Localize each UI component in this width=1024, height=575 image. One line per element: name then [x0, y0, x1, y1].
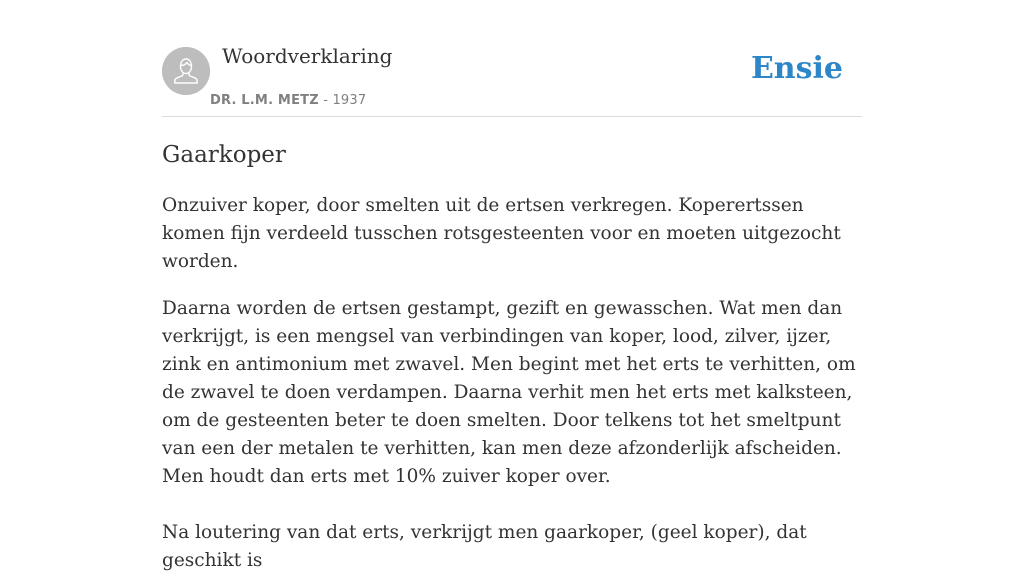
- source-header: [162, 0, 862, 117]
- source-title[interactable]: Woordverklaring: [222, 44, 393, 68]
- source-separator: -: [323, 93, 329, 108]
- source-meta: [210, 93, 366, 108]
- brand-logo[interactable]: Ensie: [750, 51, 843, 86]
- article-content: [162, 138, 862, 575]
- paragraph-1: Onzuiver koper, door smelten uit de ertsen verkregen. Koperertssen komen fijn verdeeld tusschen rotsgesteenten voor en moeten uitgezocht worden.: [162, 195, 841, 272]
- entry-title: Gaarkoper: [162, 142, 286, 168]
- user-avatar-icon: [162, 47, 210, 95]
- paragraph-2: Daarna worden de ertsen gestampt, gezift en gewasschen. Wat men dan verkrijgt, is een mengsel van verbindingen van koper, lood, zilver, ijzer, zink en antimonium met zwavel. Men begint met het erts te verhitten, om de zwavel te doen verdampen. Daarna verhit men het erts met kalksteen, om de gesteenten beter te doen smelten. Door telkens tot het smeltpunt van een der metalen te verhitten, kan men deze afzonderlijk afscheiden. Men houdt dan erts met 10% zuiver koper over.: [162, 298, 856, 487]
- source-author[interactable]: DR. L.M. METZ: [210, 93, 319, 108]
- paragraph-3: Na loutering van dat erts, verkrijgt men gaarkoper, (geel koper), dat geschikt is: [162, 522, 807, 571]
- source-year: 1937: [332, 93, 367, 108]
